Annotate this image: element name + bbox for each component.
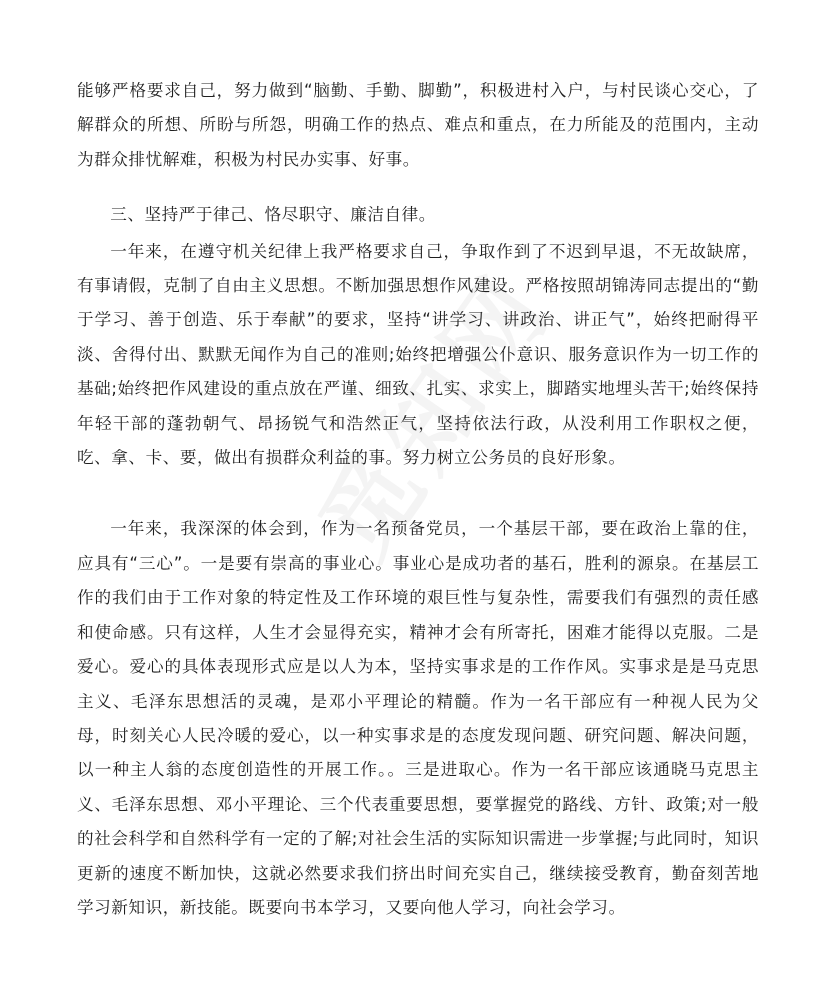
paragraph-discipline: 一年来，在遵守机关纪律上我严格要求自己，争取作到了不迟到早退，不无故缺席，有事请假，克制了自由主义思想。不断加强思想作风建设。严格按照胡锦涛同志提出的“勤于学习、善于创造、乐于奉献”的要求，坚持“讲学习、讲政治、讲正气”，始终把耐得平淡、舍得付出、默默无闻作为自己的准则;始终把增强公仆意识、服务意识作为一切工作的基础;始终把作风建设的重点放在严谨、细致、扎实、求实上，脚踏实地埋头苦干;始终保持年轻干部的蓬勃朝气、昂扬锐气和浩然正气，坚持依法行政，从没利用工作职权之便，吃、拿、卡、要，做出有损群众利益的事。努力树立公务员的良好形象。: [77, 241, 759, 468]
document-page: [77, 74, 759, 925]
section-heading: 三、坚持严于律己、恪尽职守、廉洁自律。: [110, 205, 436, 225]
paragraph-three-hearts: 一年来，我深深的体会到，作为一名预备党员，一个基层干部，要在政治上靠的住，应具有“三心”。一是要有崇高的事业心。事业心是成功者的基石，胜利的源泉。在基层工作的我们由于工作对象的特定性及工作环境的艰巨性与复杂性，需要我们有强烈的责任感和使命感。只有这样，人生才会显得充实，精神才会有所寄托，困难才能得以克服。二是爱心。爱心的具体表现形式应是以人为本，坚持实事求是的工作作风。实事求是是马克思主义、毛泽东思想活的灵魂，是邓小平理论的精髓。作为一名干部应有一种视人民为父母，时刻关心人民冷暖的爱心，以一种实事求是的态度发现问题、研究问题、解决问题，以一种主人翁的态度创造性的开展工作。。三是进取心。作为一名干部应该通晓马克思主义、毛泽东思想、邓小平理论、三个代表重要思想，要掌握党的路线、方针、政策;对一般的社会科学和自然科学有一定的了解;对社会生活的实际知识需进一步掌握;与此同时，知识更新的速度不断加快，这就必然要求我们挤出时间充实自己，继续接受教育，勤奋刻苦地学习新知识，新技能。既要向书本学习，又要向他人学习，向社会学习。: [77, 519, 759, 917]
paragraph-spacer: [77, 475, 759, 512]
paragraph-continuation: 能够严格要求自己，努力做到“脑勤、手勤、脚勤”，积极进村入户，与村民谈心交心，了解群众的所想、所盼与所怨，明确工作的热点、难点和重点，在力所能及的范围内，主动为群众排忧解难，积极为村民办实事、好事。: [77, 81, 759, 169]
paragraph-spacer: [77, 177, 759, 198]
